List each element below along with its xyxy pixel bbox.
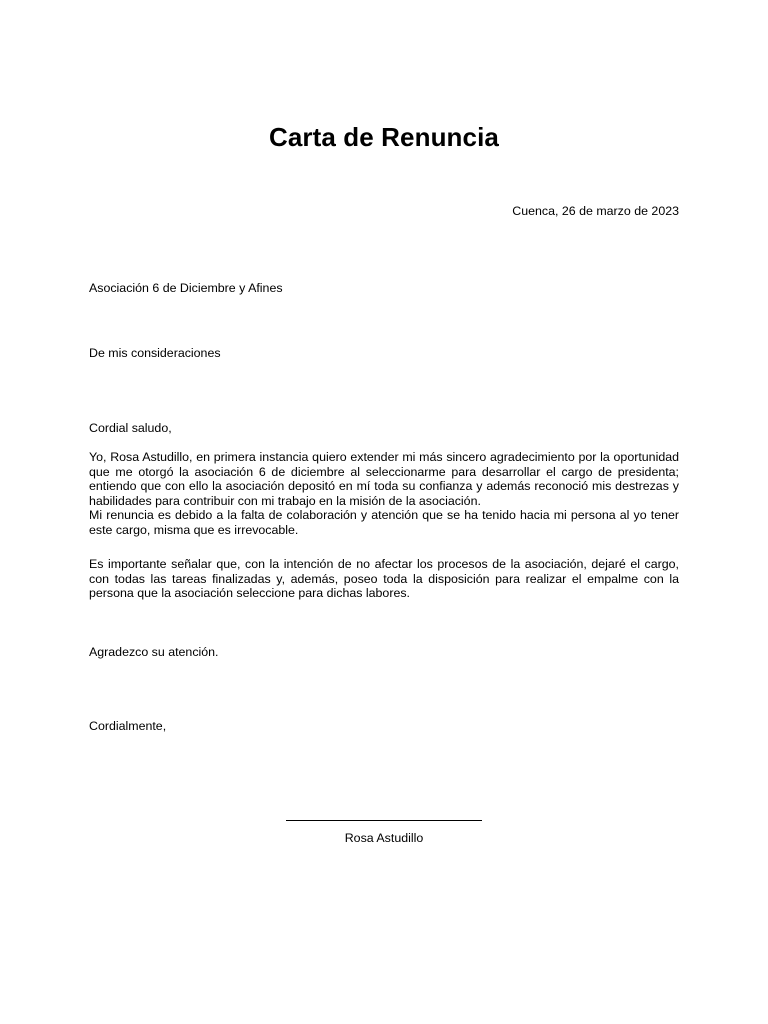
signature-line bbox=[286, 820, 482, 821]
page-title: Carta de Renuncia bbox=[269, 122, 499, 152]
closing-line: Cordialmente, bbox=[89, 719, 167, 733]
signature-name: Rosa Astudillo bbox=[344, 831, 424, 845]
greeting-line: Cordial saludo, bbox=[89, 421, 172, 435]
considerations-line: De mis consideraciones bbox=[89, 346, 221, 360]
body-paragraph-1-part-b: Mi renuncia es debido a la falta de colaboración y atención que se ha tenido hacia mi persona al yo tener este cargo, misma que es irrevocable. bbox=[89, 508, 679, 537]
recipient-line: Asociación 6 de Diciembre y Afines bbox=[89, 281, 283, 295]
thanks-line: Agradezco su atención. bbox=[89, 645, 219, 659]
body-paragraph-1-part-a: Yo, Rosa Astudillo, en primera instancia quiero extender mi más sincero agradecimiento por la oportunidad que me otorgó la asociación 6 de diciembre al seleccionarme para desarrollar el cargo de presidenta; entiendo que con ello la asociación depositó en mí toda su confianza y además reconoció mis destrezas y habilidades para contribuir con mi trabajo en la misión de la asociación. bbox=[89, 450, 679, 508]
date-line: Cuenca, 26 de marzo de 2023 bbox=[512, 204, 679, 218]
body-paragraph-2: Es importante señalar que, con la intención de no afectar los procesos de la asociación, dejaré el cargo, con todas las tareas finalizadas y, además, poseo toda la disposición para realizar el empalme con la persona que la asociación seleccione para dichas labores. bbox=[89, 557, 679, 601]
body-paragraph-1 bbox=[89, 450, 679, 538]
